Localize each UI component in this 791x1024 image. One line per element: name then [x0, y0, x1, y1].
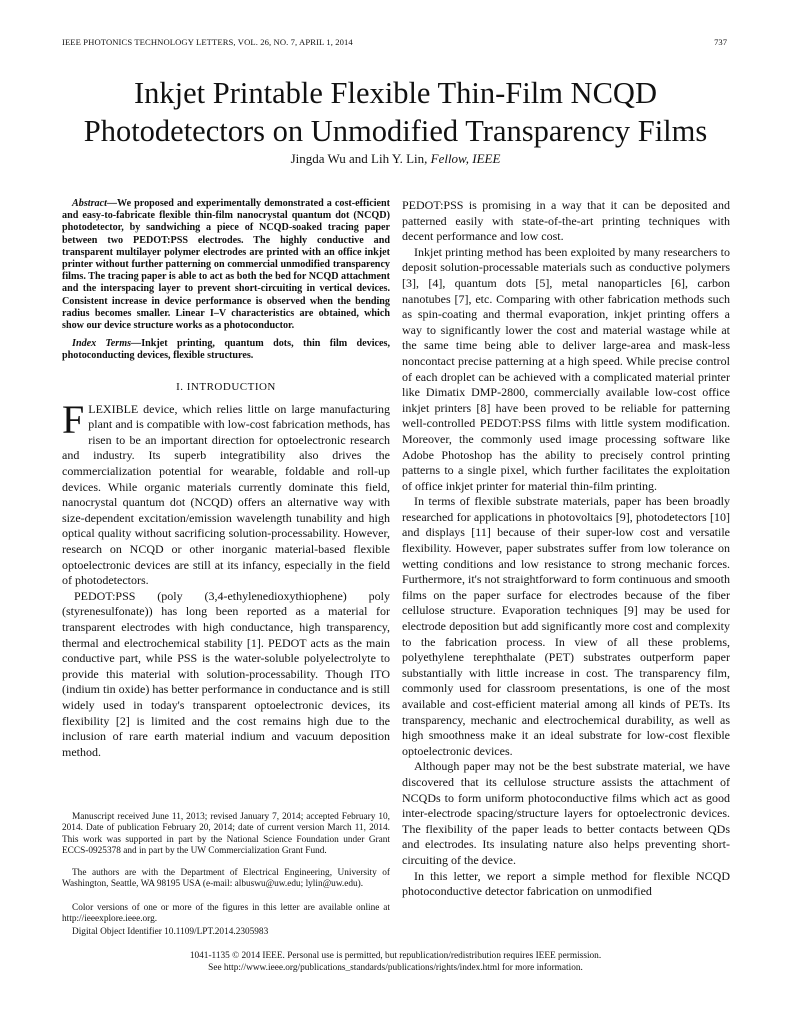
index-terms-text: Inkjet printing, quantum dots, thin film devices, photoconducting devices, flexible structures. [62, 338, 391, 362]
author-line [40, 151, 751, 167]
footnote-manuscript: Manuscript received June 11, 2013; revised January 7, 2014; accepted February 10, 2014. Date of publication February 20, 2014; date of current version March 11, 2014. This work was supported in part by the National Science Foundation under Grant ECCS-0925378 and in part by the UW Commercialization Grant Fund. [62, 812, 390, 856]
right-paragraph-2: Inkjet printing method has been exploited by many researchers to deposit solution-processable materials such as conductive polymers [3], [4], quantum dots [5], metal nanoparticles [6], carbon nanotubes [7], etc. Comparing with other fabrication methods such as spin-coating and thermal evaporation, inkjet printing offers a way to significantly lower the cost and material wastage while at the same time being able to deliver large-area and mask-less noncontact precise patterning at a high speed. While precise control of each droplet can be achieved with a complicated material printer like Dimatix DMP-2800, commercially available low-cost office inkjet printers [8] have been proved to be reliable for patterning well-controlled PEDOT:PSS films with little system modification. Moreover, the commonly used image processing software like Adobe Photoshop has the ability to precisely control printing patterns to a single pixel, which further facilitates the exploitation of office inkjet printer for material thin-film printing. [402, 244, 730, 493]
running-header: IEEE PHOTONICS TECHNOLOGY LETTERS, VOL. 26, NO. 7, APRIL 1, 2014 [62, 37, 353, 47]
footnote-color: Color versions of one or more of the figures in this letter are available online at http://ieeexplore.ieee.org. [62, 903, 390, 925]
author-grade: Fellow, IEEE [430, 151, 501, 166]
title-line-2: Photodetectors on Unmodified Transparency Films [83, 114, 708, 148]
intro-paragraph-1 [62, 396, 390, 589]
copyright-footer [40, 950, 751, 974]
right-column [402, 198, 730, 900]
drop-cap: F [62, 396, 85, 442]
abstract [62, 198, 390, 332]
index-terms-label: Index Terms— [72, 338, 142, 350]
right-paragraph-5: In this letter, we report a simple method for flexible NCQD photoconductive detector fabrication on unmodified [402, 868, 730, 899]
footnote-authors: The authors are with the Department of Electrical Engineering, University of Washington, Seattle, WA 98195 USA (e-mail: albuswu@uw.edu; lylin@uw.edu). [62, 868, 390, 890]
abstract-text: We proposed and experimentally demonstrated a cost-efficient and easy-to-fabricate flexible thin-film nanocrystal quantum dot (NCQD) photodetector, by sandwiching a piece of NCQD-soaked tracing paper between two PEDOT:PSS electrodes. The highly conductive and transparent multilayer polymer electrodes are printed with an office inkjet printer without further patterning on commercial unmodified transparency films. The tracing paper is able to act as both the bed for NCQD attachment and the interspacing layer to prevent short-circuiting in vertical devices. Consistent increase in device performance is observed when the bending radius becomes smaller. Linear I–V characteristics are obtained, which show our device structure works as a photoconductor. [62, 198, 390, 332]
page-number: 737 [714, 37, 727, 47]
intro-paragraph-1-text: LEXIBLE device, which relies little on large manufacturing plant and is compatible with low-cost fabrication methods, has risen to be an important direction for optoelectronic research and industry. Its superb integratibility also drives the commercialization potential for wearable, foldable and roll-up devices. While organic materials currently dominate this field, nanocrystal quantum dot (NCQD) offers an alternative way with size-dependent excitation/emission wavelength tunability and high optical quality without sacrificing solution-processability. However, research on NCQD or other inorganic material-based flexible optoelectronic devices are still at its infancy, especially in the field of photodetectors. [62, 401, 390, 588]
section-heading: I. INTRODUCTION [176, 380, 276, 393]
index-terms [62, 338, 390, 362]
right-paragraph-3: In terms of flexible substrate materials, paper has been broadly researched for applications in photovoltaics [9], photodetectors [10] and displays [11] because of their super-low cost and versatile flexibility. However, paper substrates suffer from low tolerance on wetting conditions and low resistance to strong mechanic forces. Furthermore, it's not straightforward to form continuous and smooth films on the paper surface for electrodes because of the fiber cellulose structure. Evaporation techniques [9] may be used for electrode deposition but add significantly more cost and complexity to the fabrication process. In view of all these problems, polyethylene terephthalate (PET) substrates outperform paper substantially with little increase in cost. The transparency film, commonly used for classroom presentations, is one of the most available and cost-efficient material among all kinds of PETs. Its transparency, mechanic and electrochemical durability, as well as high smoothness make it an ideal substrate for low-cost flexible optoelectronic devices. [402, 494, 730, 758]
title-line-1: Inkjet Printable Flexible Thin-Film NCQD [134, 76, 657, 110]
abstract-label: Abstract— [72, 198, 118, 209]
intro-paragraph-2: PEDOT:PSS (poly (3,4-ethylenedioxythiophene) poly (styrenesulfonate)) has long been reported as a material for transparent electrodes with high conductance, high transparency, thermal and electrochemical stability [1]. PEDOT acts as the main conductive part, while PSS is the water-soluble polyelectrolyte to provide this material with solution-processability. Though ITO (indium tin oxide) has better performance in conductance and is still widely used in today's transparent optoelectronic devices, its flexibility [2] is limited and the cost remains high due to the inclusion of rare earth material indium and vacuum deposition method. [62, 588, 390, 759]
paper-title [40, 74, 751, 150]
copyright-line-1: 1041-1135 © 2014 IEEE. Personal use is permitted, but republication/redistribution requires IEEE permission. [189, 951, 602, 961]
footnote-doi: Digital Object Identifier 10.1109/LPT.2014.2305983 [72, 927, 269, 937]
author-names: Jingda Wu and Lih Y. Lin, [290, 151, 428, 166]
right-paragraph-4: Although paper may not be the best substrate material, we have discovered that its cellulose structure assists the attachment of NCQDs to form uniform photoconductive films which act as good inter-electrode spacing/structure layers for optoelectronic devices. The flexibility of the paper leads to better contacts between QDs and electrodes. Its insulating nature also helps preventing short-circuiting of the device. [402, 759, 730, 867]
right-paragraph-1: PEDOT:PSS is promising in a way that it can be deposited and patterned easily with state-of-the-art printing techniques with decent performance and low cost. [402, 198, 730, 244]
left-column [62, 198, 390, 760]
copyright-line-2: See http://www.ieee.org/publications_standards/publications/rights/index.html for more information. [208, 963, 583, 973]
